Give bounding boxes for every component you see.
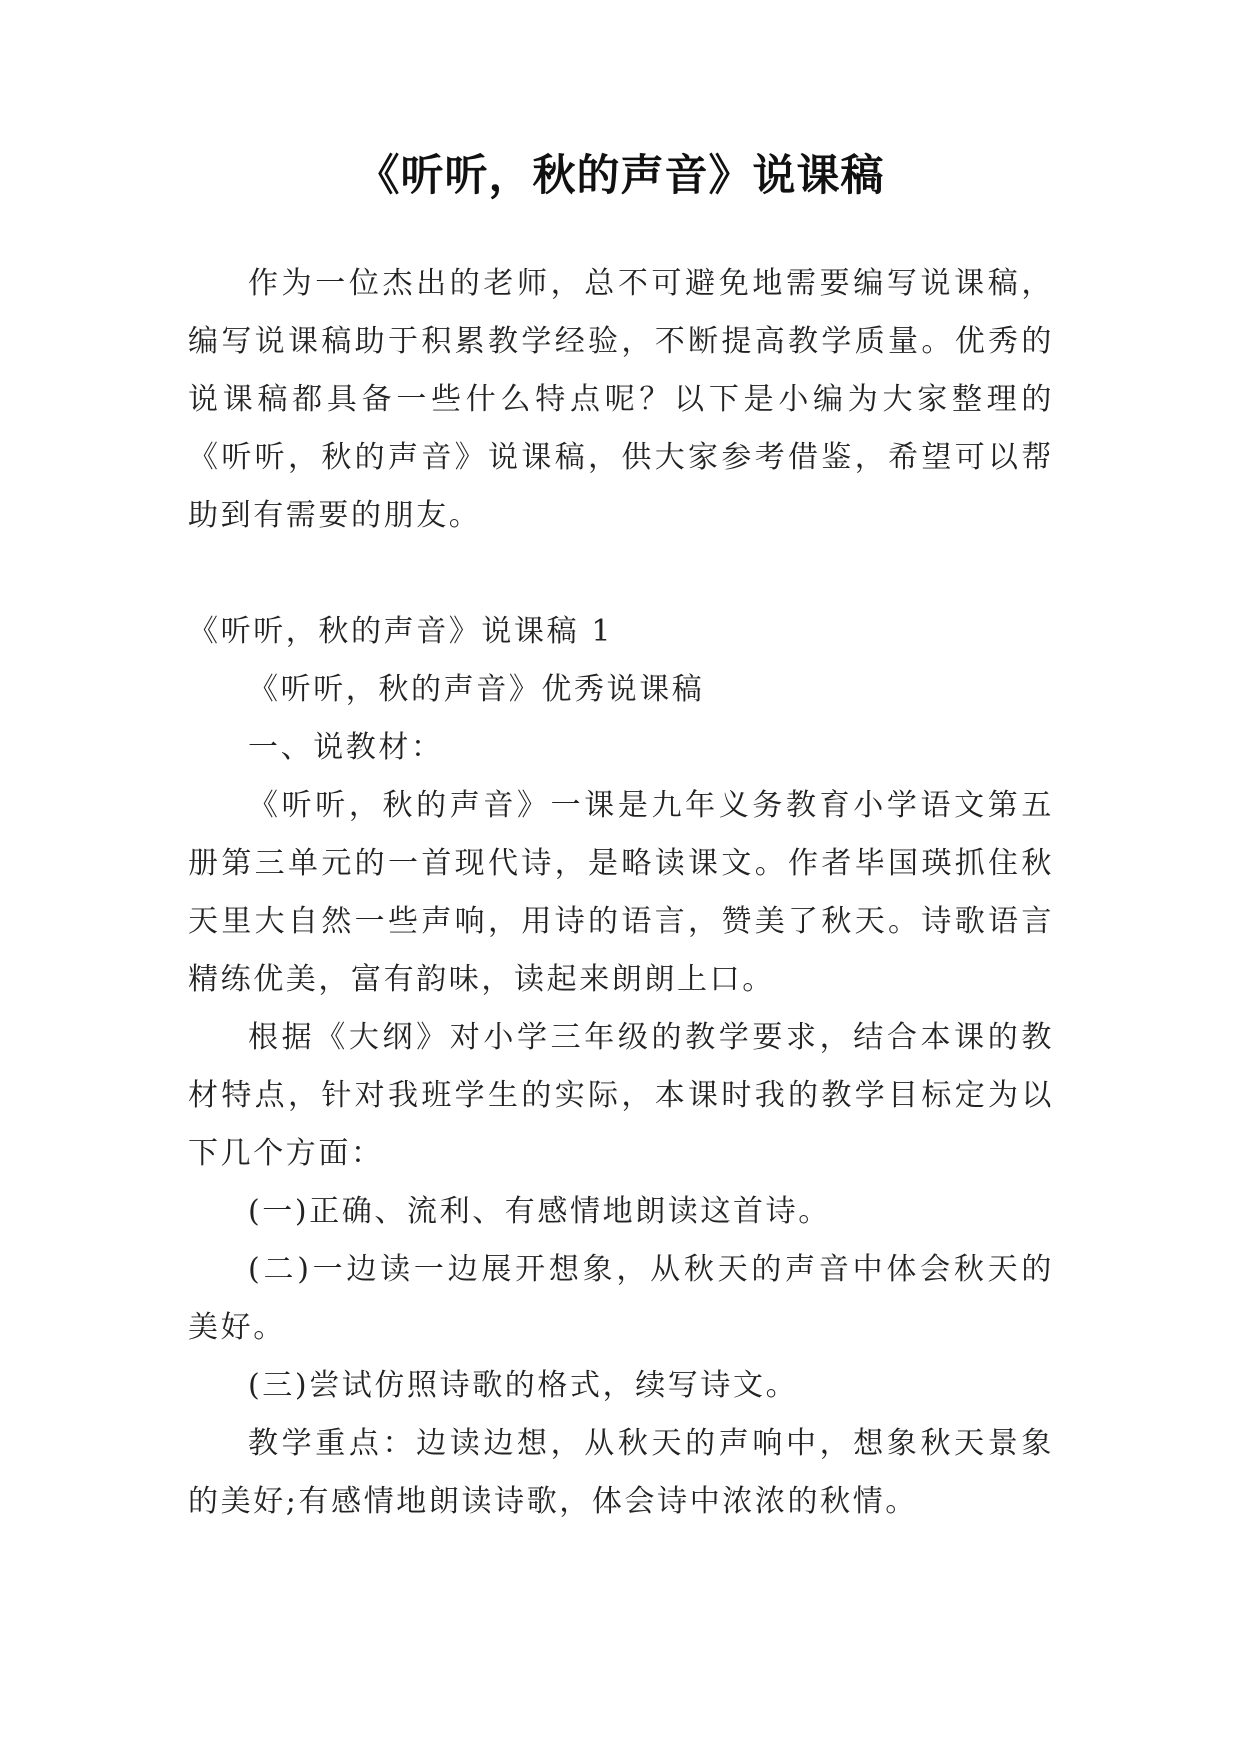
- part-heading: 一、说教材：: [248, 730, 444, 765]
- subtitle: 《听听，秋的声音》优秀说课稿: [248, 672, 705, 707]
- paragraph-textbook: 《听听，秋的声音》一课是九年义务教育小学语文第五册第三单元的一首现代诗，是略读课文。作者毕国瑛抓住秋天里大自然一些声响，用诗的语言，赞美了秋天。诗歌语言精练优美，富有韵味，读起来朗朗上口。: [188, 788, 1054, 997]
- goal-item-1: (一)正确、流利、有感情地朗读这首诗。: [248, 1194, 831, 1229]
- goal-item-2: (二)一边读一边展开想象，从秋天的声音中体会秋天的美好。: [188, 1252, 1054, 1345]
- section-heading: 《听听，秋的声音》说课稿 1: [188, 614, 614, 649]
- paragraph-gap: [188, 545, 1054, 603]
- document-body: [188, 255, 1054, 1531]
- intro-paragraph: 作为一位杰出的老师，总不可避免地需要编写说课稿，编写说课稿助于积累教学经验，不断提高教学质量。优秀的说课稿都具备一些什么特点呢？以下是小编为大家整理的《听听，秋的声音》说课稿，供大家参考借鉴，希望可以帮助到有需要的朋友。: [188, 266, 1054, 533]
- paragraph-goals-intro: 根据《大纲》对小学三年级的教学要求，结合本课的教材特点，针对我班学生的实际，本课时我的教学目标定为以下几个方面：: [188, 1020, 1054, 1171]
- paragraph-key-points: 教学重点：边读边想，从秋天的声响中，想象秋天景象的美好;有感情地朗读诗歌，体会诗中浓浓的秋情。: [188, 1426, 1054, 1519]
- document-title: 《听听，秋的声音》说课稿: [356, 151, 885, 201]
- goal-item-3: (三)尝试仿照诗歌的格式，续写诗文。: [248, 1368, 799, 1403]
